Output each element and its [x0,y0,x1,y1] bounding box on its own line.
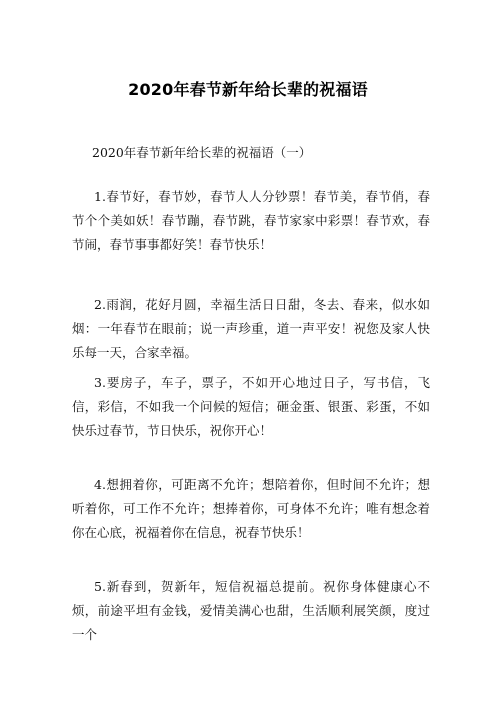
paragraph-3: 3.要房子，车子，票子，不如开心地过日子，写书信，飞信，彩信，不如我一个问候的短信；砸金蛋、银蛋、彩蛋，不如快乐过春节，节日快乐，祝你开心！ [72,374,430,438]
paragraph-5: 5.新春到，贺新年，短信祝福总提前。祝你身体健康心不烦，前途平坦有金钱，爱情美满心也甜，生活顺利展笑颜，度过一个 [72,578,430,642]
paragraph-4: 4.想拥着你，可距离不允许；想陪着你，但时间不允许；想听着你，可工作不允许；想捧着你，可身体不允许；唯有想念着你在心底，祝福着你在信息，祝春节快乐！ [72,476,430,540]
paragraph-2: 2.雨润，花好月圆，幸福生活日日甜，冬去、春来，似水如烟：一年春节在眼前；说一声珍重，道一声平安！祝您及家人快乐每一天，合家幸福。 [72,296,430,360]
section-subheading: 2020年春节新年给长辈的祝福语（一） [92,145,312,160]
document-title: 2020年春节新年给长辈的祝福语 [128,80,368,99]
paragraph-1: 1.春节好，春节妙，春节人人分钞票！春节美，春节俏，春节个个美如妖！春节蹦，春节跳，春节家家中彩票！春节欢，春节闹，春节事事都好笑！春节快乐！ [72,188,430,252]
